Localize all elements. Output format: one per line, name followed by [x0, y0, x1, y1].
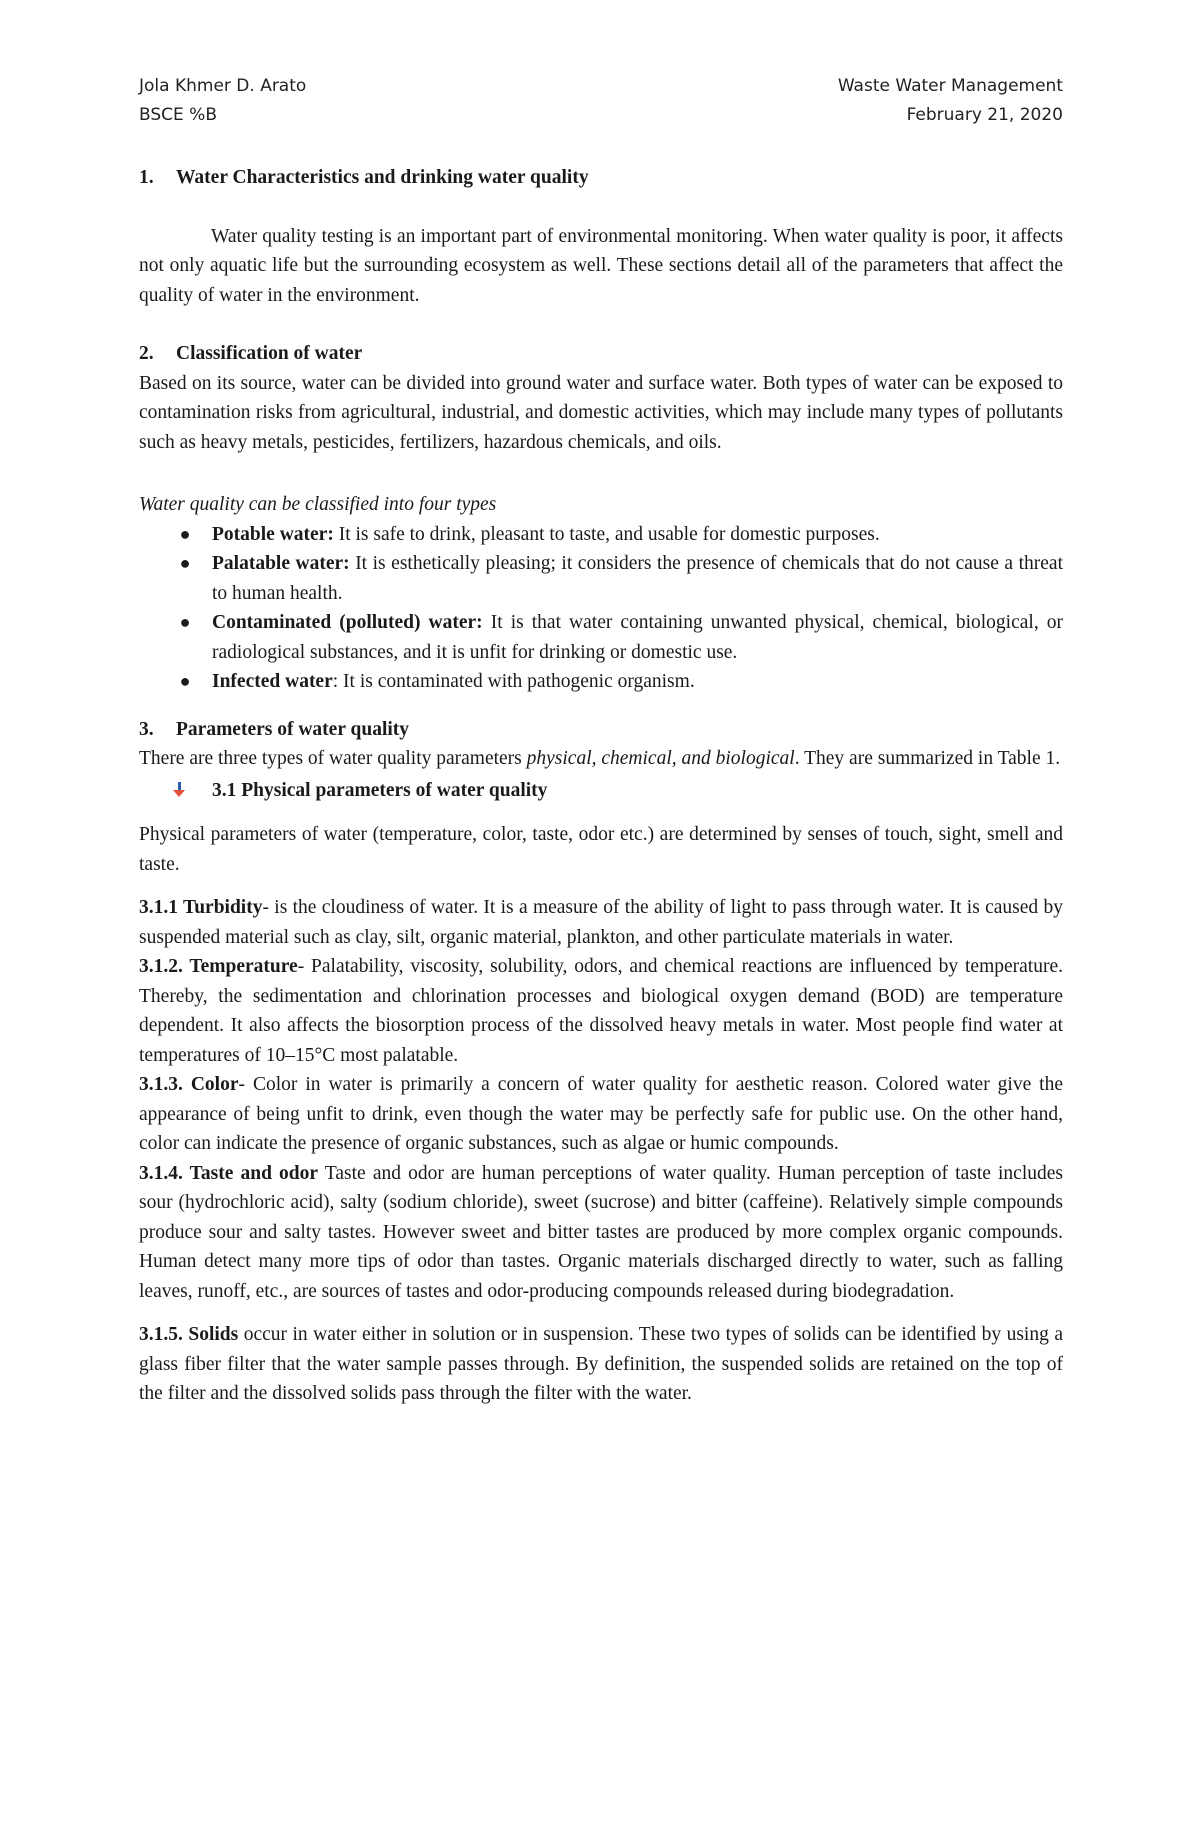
header-left — [139, 72, 306, 130]
param-text: - Color in water is primarily a concern of water quality for aesthetic reason. Colored water give the appearance of being unfit to drink, even though the water may be perfectly safe for public use. On the other hand, color can indicate the presence of organic substances, such as algae or humic compounds. — [139, 1074, 1064, 1154]
bullet-icon: ● — [179, 523, 191, 544]
list-item — [179, 549, 1063, 608]
water-types-list — [139, 520, 1063, 697]
section-2-paragraph: Based on its source, water can be divided into ground water and surface water. Both types of water can be exposed to contamination risks from agricultural, industrial, and domestic activities, which may include many types of pollutants such as heavy metals, pesticides, fertilizers, hazardous chemicals, and oils. — [139, 372, 1063, 453]
physical-parameters-intro: Physical parameters of water (temperature, color, taste, odor etc.) are determined by senses of touch, sight, smell and taste. — [139, 824, 1063, 875]
type-description: : It is contaminated with pathogenic organism. — [332, 671, 695, 692]
bullet-icon: ● — [179, 553, 191, 573]
type-term: Potable water: — [212, 523, 334, 545]
param-label: 3.1.4. Taste and odor — [139, 1162, 319, 1184]
bullet-icon: ● — [179, 612, 191, 632]
param-text: Taste and odor are human perceptions of water quality. Human perception of taste includes sour (hydrochloric acid), salty (sodium chloride), sweet (sucrose) and bitter (caffeine). Relatively simple compounds produce sour and salty tastes. However sweet and bitter tastes are produced by more complex organic compounds. Human detect many more tips of odor than tastes. Organic materials discharged directly to water, such as falling leaves, runoff, etc., are sources of tastes and odor-producing compounds released during biodegradation. — [139, 1162, 1063, 1302]
section-3-heading — [139, 715, 1063, 745]
author-name: Jola Khmer D. Arato — [139, 76, 307, 96]
section-1-paragraph: Water quality testing is an important part of environmental monitoring. When water quality is poor, it affects not only aquatic life but the surrounding ecosystem as well. These sections detail all of the parameters that affect the quality of water in the environment. — [139, 225, 1063, 306]
param-label: 3.1.2. Temperature — [139, 956, 298, 977]
document-date: February 21, 2020 — [906, 105, 1063, 125]
type-description: It is that water containing unwanted physical, chemical, biological, or radiological substances, and it is unfit for drinking or domestic use. — [212, 612, 1063, 663]
list-item — [179, 520, 1063, 550]
type-description: It is esthetically pleasing; it considers the presence of chemicals that do not cause a threat to human health. — [212, 553, 1063, 604]
list-item — [179, 667, 1063, 697]
intro-italic-text: physical, chemical, and biological — [526, 748, 795, 769]
section-title: Water Characteristics and drinking water quality — [176, 167, 589, 188]
section-title: Classification of water — [176, 343, 363, 364]
param-text: occur in water either in solution or in suspension. These two types of solids can be identified by using a glass fiber filter that the water sample passes through. By definition, the suspended solids are retained on the top of the filter and the dissolved solids pass through the filter with the water. — [139, 1324, 1063, 1404]
water-types-intro: Water quality can be classified into four types — [139, 494, 497, 515]
arrow-down-icon — [174, 776, 212, 805]
header-right — [838, 72, 1063, 130]
intro-text-end: . They are summarized in Table 1. — [794, 748, 1061, 769]
type-term: Contaminated (polluted) water: — [212, 612, 483, 633]
type-term: Palatable water: — [212, 553, 350, 574]
param-turbidity — [139, 893, 1063, 952]
section-number: 2. — [139, 343, 154, 364]
param-label: 3.1.5. Solids — [139, 1324, 239, 1345]
course-code: BSCE %B — [139, 105, 217, 125]
section-3-intro — [139, 744, 1063, 774]
param-text: - Palatability, viscosity, solubility, odors, and chemical reactions are influenced by temperature. Thereby, the sedimentation and chlorination processes and biological oxygen demand (BOD) are temperature dependent. It also affects the biosorption process of the dissolved heavy metals in water. Most people find water at temperatures of 10–15°C most palatable. — [139, 956, 1063, 1066]
section-number: 3. — [139, 718, 154, 740]
type-description: It is safe to drink, pleasant to taste, and usable for domestic purposes. — [333, 523, 880, 545]
section-2-heading — [139, 339, 1063, 369]
param-label: 3.1.3. Color — [139, 1074, 239, 1095]
param-taste-odor — [139, 1159, 1063, 1307]
subsection-3-1-heading — [139, 776, 1063, 806]
param-color — [139, 1070, 1063, 1159]
subject-title: Waste Water Management — [837, 76, 1063, 96]
section-number: 1. — [139, 167, 154, 188]
list-item — [179, 608, 1063, 667]
type-term: Infected water — [212, 671, 333, 692]
param-label: 3.1.1 Turbidity — [139, 897, 263, 918]
page-header — [139, 72, 1063, 130]
intro-text: There are three types of water quality parameters — [139, 748, 527, 769]
bullet-icon: ● — [179, 671, 191, 691]
param-temperature — [139, 952, 1063, 1070]
param-solids — [139, 1320, 1063, 1409]
section-title: Parameters of water quality — [176, 718, 410, 740]
section-1-heading — [139, 163, 1063, 193]
subsection-title: 3.1 Physical parameters of water quality — [212, 779, 548, 801]
param-text: - is the cloudiness of water. It is a measure of the ability of light to pass through water. It is caused by suspended material such as clay, silt, organic material, plankton, and other particulate materials in water. — [139, 897, 1064, 948]
